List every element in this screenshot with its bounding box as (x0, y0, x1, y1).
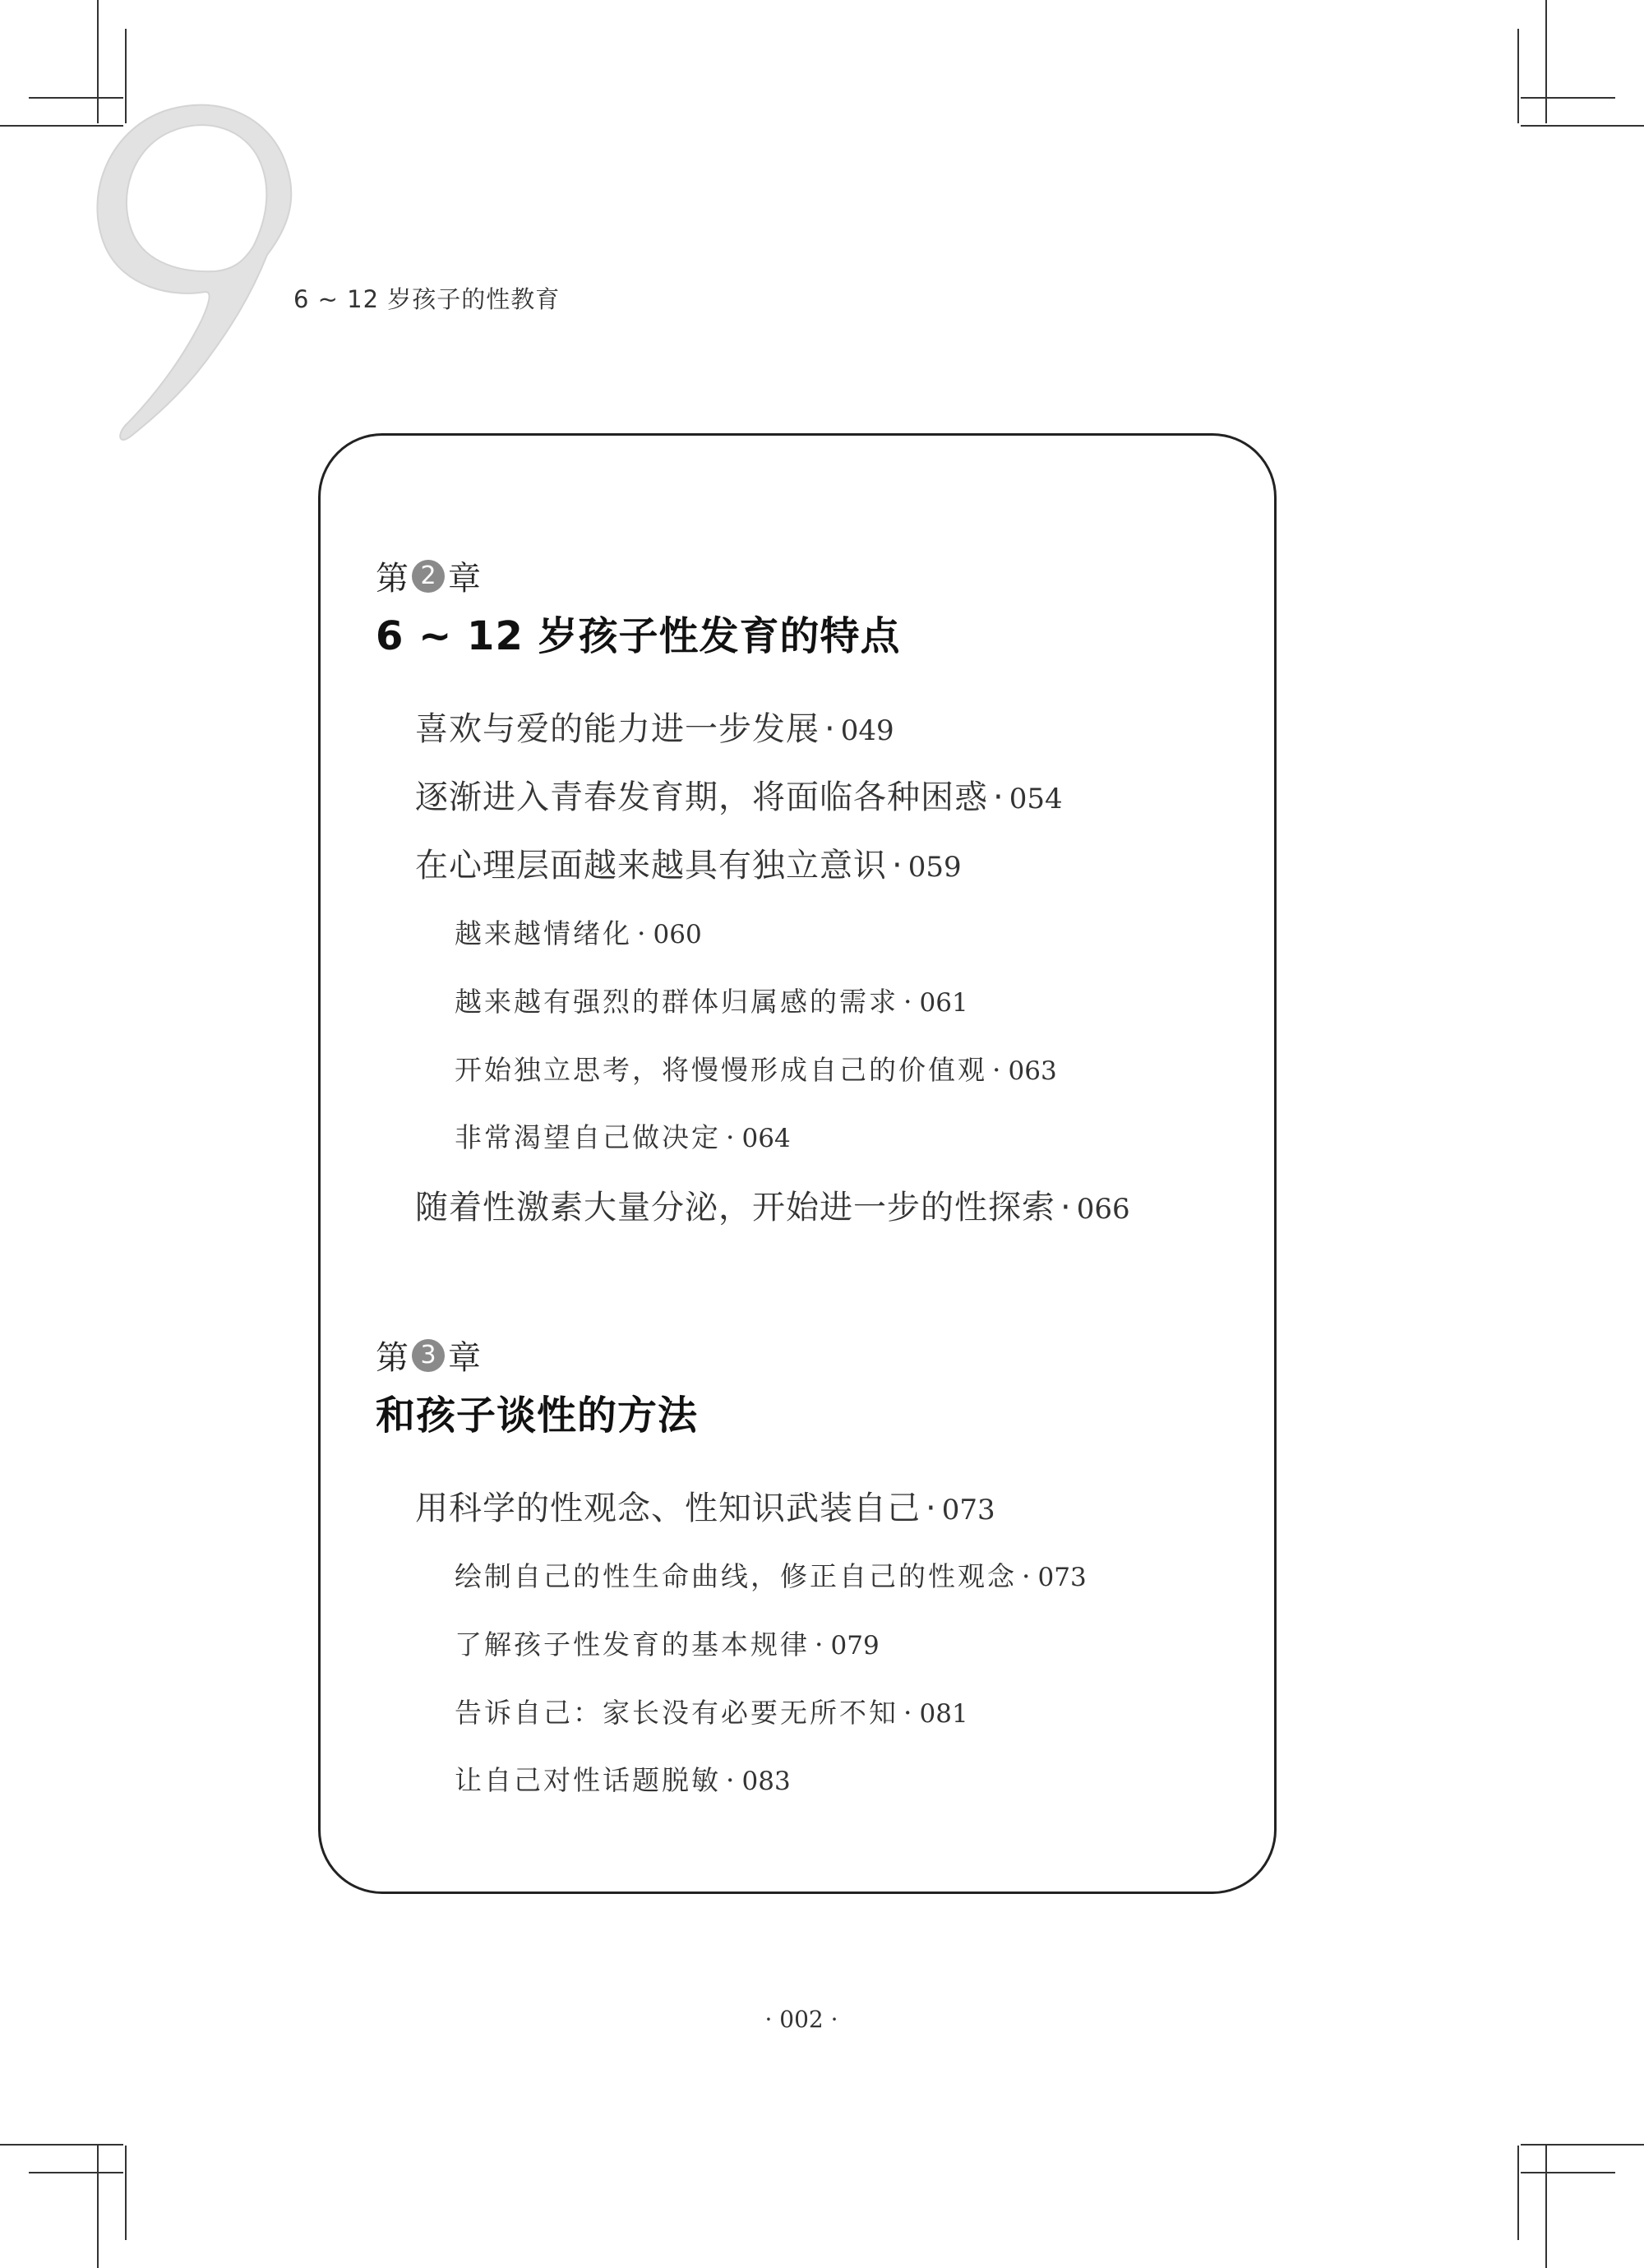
toc-entry[interactable] (415, 1181, 1130, 1228)
toc-page-number: 081 (919, 1699, 968, 1729)
toc-separator: · (824, 710, 836, 748)
crop-mark-bl-h (0, 2144, 123, 2146)
chapter-number-badge: 2 (412, 560, 445, 593)
toc-page-number: 049 (840, 714, 894, 747)
crop-mark-tr-v2 (1517, 29, 1519, 123)
toc-separator: · (903, 1697, 915, 1729)
toc-page-number: 073 (941, 1494, 995, 1527)
toc-page-number: 061 (919, 988, 968, 1018)
crop-mark-br-h2 (1521, 2172, 1615, 2173)
toc-page-number: 083 (741, 1767, 791, 1796)
chapter-label-suffix: 章 (448, 560, 481, 598)
toc-subentry[interactable] (455, 1116, 791, 1155)
toc-entry-text: 让自己对性话题脱敏 (455, 1764, 721, 1796)
crop-mark-tr-h2 (1521, 97, 1615, 99)
toc-subentry[interactable] (455, 1555, 1087, 1594)
chapter-label (376, 1332, 481, 1379)
toc-subentry[interactable] (455, 912, 702, 951)
toc-page-number: 060 (653, 920, 702, 949)
crop-mark-tr-h (1521, 125, 1644, 127)
crop-mark-bl-v2 (125, 2146, 127, 2240)
toc-entry-text: 非常渴望自己做决定 (455, 1121, 721, 1153)
toc-entry-text: 越来越情绪化 (455, 917, 632, 949)
toc-page-number: 079 (830, 1631, 880, 1661)
toc-entry-text: 在心理层面越来越具有独立意识 (415, 847, 887, 885)
crop-mark-bl-h2 (29, 2172, 123, 2173)
toc-page-number: 066 (1076, 1193, 1130, 1226)
toc-separator: · (637, 917, 649, 949)
chapter-title: 和孩子谈性的方法 (376, 1393, 699, 1439)
toc-separator: · (726, 1764, 737, 1796)
toc-entry-text: 用科学的性观念、性知识武装自己 (415, 1490, 921, 1527)
toc-subentry[interactable] (455, 981, 968, 1019)
toc-entry-text: 告诉自己：家长没有必要无所不知 (455, 1697, 898, 1729)
toc-entry-text: 逐渐进入青春发育期，将面临各种困惑 (415, 778, 988, 816)
toc-entry[interactable] (415, 1482, 995, 1529)
chapter-label-prefix: 第 (376, 560, 409, 598)
toc-separator: · (1060, 1189, 1072, 1226)
toc-page-number: 059 (907, 851, 962, 884)
page-number: · 002 · (764, 2006, 838, 2033)
toc-subentry[interactable] (455, 1624, 880, 1662)
toc-entry-text: 开始独立思考，将慢慢形成自己的价值观 (455, 1054, 987, 1086)
toc-separator: · (903, 986, 915, 1018)
toc-subentry[interactable] (455, 1759, 791, 1798)
toc-separator: · (993, 778, 1004, 816)
toc-separator: · (992, 1054, 1004, 1086)
large-comma-icon (74, 82, 312, 469)
chapter-title: 6 ~ 12 岁孩子性发育的特点 (376, 613, 901, 659)
toc-separator: · (815, 1628, 826, 1661)
running-header: 6 ~ 12 岁孩子的性教育 (293, 285, 561, 313)
toc-page-number: 054 (1009, 783, 1063, 815)
chapter-label (376, 552, 481, 599)
toc-entry[interactable] (415, 771, 1063, 818)
chapter-label-suffix: 章 (448, 1339, 481, 1377)
crop-mark-br-v (1545, 2146, 1547, 2268)
toc-separator: · (892, 847, 903, 885)
crop-mark-br-v2 (1517, 2146, 1519, 2240)
chapter-label-prefix: 第 (376, 1339, 409, 1377)
toc-separator: · (1022, 1560, 1033, 1592)
crop-mark-br-h (1521, 2144, 1644, 2146)
toc-page-number: 064 (741, 1124, 791, 1153)
toc-separator: · (726, 1121, 737, 1153)
toc-subentry[interactable] (455, 1692, 968, 1730)
toc-entry-text: 了解孩子性发育的基本规律 (455, 1628, 810, 1661)
toc-subentry[interactable] (455, 1049, 1057, 1088)
chapter-number-badge: 3 (412, 1339, 445, 1372)
toc-entry[interactable] (415, 839, 962, 886)
crop-mark-bl-v (97, 2146, 99, 2268)
toc-separator: · (926, 1490, 937, 1527)
crop-mark-tr-v (1545, 0, 1547, 123)
toc-page-number: 073 (1037, 1563, 1087, 1592)
toc-entry-text: 喜欢与爱的能力进一步发展 (415, 710, 820, 748)
toc-entry-text: 绘制自己的性生命曲线，修正自己的性观念 (455, 1560, 1017, 1592)
toc-entry-text: 越来越有强烈的群体归属感的需求 (455, 986, 898, 1018)
toc-page-number: 063 (1008, 1056, 1057, 1086)
toc-entry[interactable] (415, 703, 894, 750)
toc-entry-text: 随着性激素大量分泌，开始进一步的性探索 (415, 1189, 1055, 1226)
